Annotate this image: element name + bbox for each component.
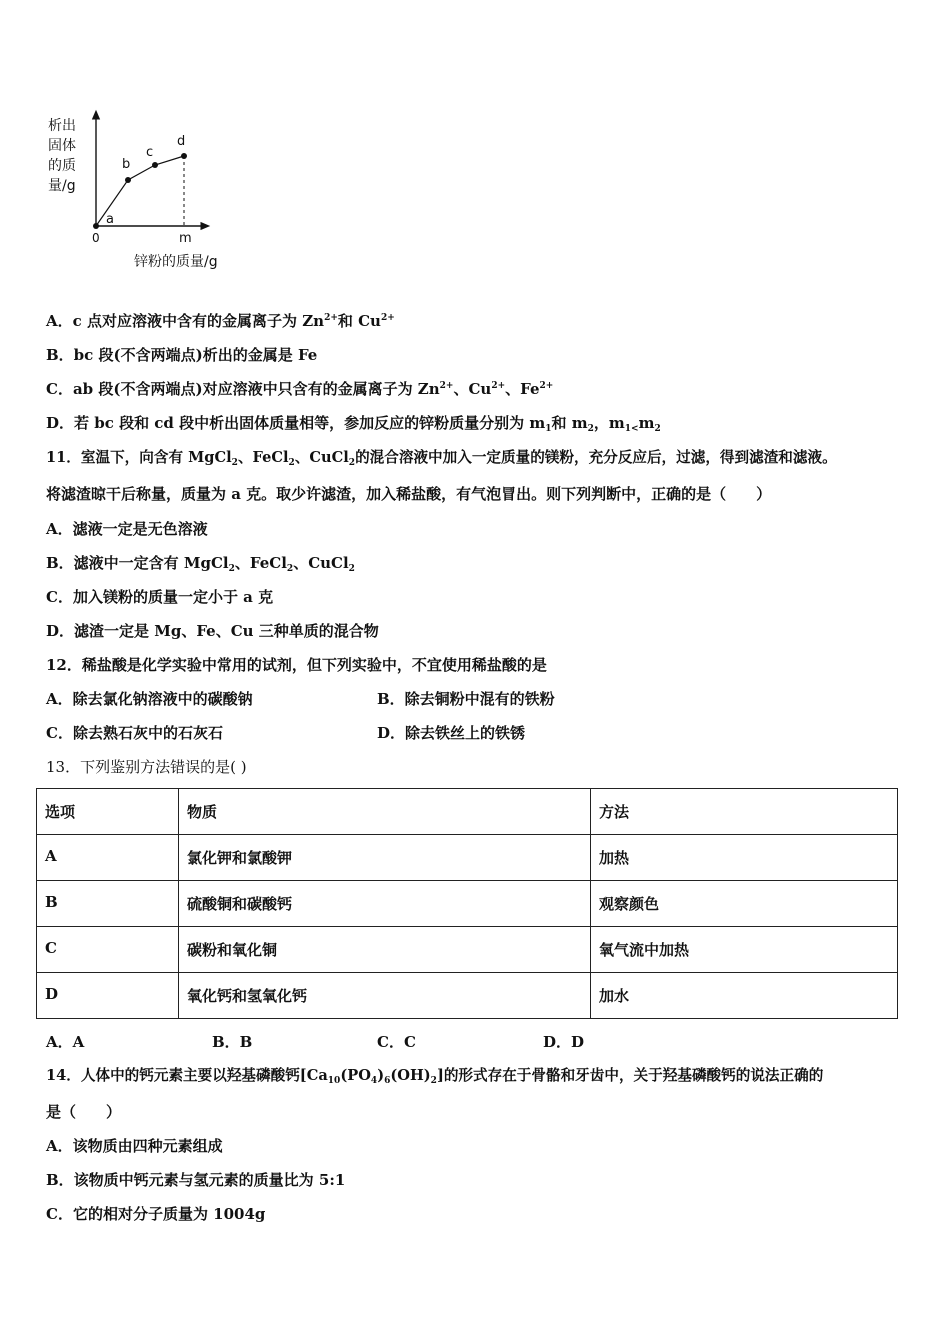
q14-option-c: C．它的相对分子质量为 1004g <box>46 1205 266 1223</box>
table-cell: 加水 <box>591 973 898 1019</box>
table-header-cell: 选项 <box>37 789 179 835</box>
point-b <box>125 177 131 183</box>
q10-option-a: A．c 点对应溶液中含有的金属离子为 $Zn^{2+}$和 $Cu^{2+}$ <box>46 312 395 330</box>
table-row <box>37 835 898 881</box>
table-header-cell: 方法 <box>591 789 898 835</box>
q14-stem-line1: 14．人体中的钙元素主要以羟基磷酸钙$[Ca_{10}(PO_4)_6(OH)_2]$的形式存在于骨骼和牙齿中，关于羟基磷酸钙的说法正确的 <box>46 1067 824 1086</box>
q13-table <box>36 788 898 1019</box>
q10-option-b: B．bc 段(不含两端点)析出的金属是 Fe <box>46 346 318 364</box>
table-cell: D <box>37 973 179 1019</box>
table-cell: 氧气流中加热 <box>591 927 898 973</box>
q10-option-d: D．若 bc 段和 cd 段中析出固体质量相等，参加反应的锌粉质量分别为 $m_1$和 $m_2$，$m_{1<}m_2$ <box>46 414 661 434</box>
table-row <box>37 927 898 973</box>
q10-option-c: C．ab 段(不含两端点)对应溶液中只含有的金属离子为 $Zn^{2+}$、$Cu^{2+}$、$Fe^{2+}$ <box>46 380 554 398</box>
q11-stem-line1: 11．室温下，向含有 MgCl$_2$、FeCl$_2$、CuCl$_2$的混合溶液中加入一定质量的镁粉，充分反应后，过滤，得到滤渣和滤液。 <box>46 449 837 468</box>
table-row <box>37 973 898 1019</box>
q12-option-c: C．除去熟石灰中的石灰石 <box>46 724 223 742</box>
zinc-mass-graph <box>40 108 250 280</box>
q13-option-b: B．B <box>212 1033 253 1051</box>
q11-option-a: A．滤液一定是无色溶液 <box>46 520 208 538</box>
table-header-cell: 物质 <box>179 789 591 835</box>
y-axis-label-3: 的质 <box>48 158 76 174</box>
table-cell: 硫酸铜和碳酸钙 <box>179 881 591 927</box>
q12-option-d: D．除去铁丝上的铁锈 <box>377 724 526 742</box>
table-cell: 氯化钾和氯酸钾 <box>179 835 591 881</box>
y-axis-label-4: 量/g <box>48 178 76 194</box>
q12-option-b: B．除去铜粉中混有的铁粉 <box>377 690 555 708</box>
origin-label: 0 <box>92 231 100 245</box>
table-cell: 加热 <box>591 835 898 881</box>
q11-option-d: D．滤渣一定是 Mg、Fe、Cu 三种单质的混合物 <box>46 622 379 640</box>
table-cell: A <box>37 835 179 881</box>
y-axis-label-1: 析出 <box>48 118 76 134</box>
q12-option-a: A．除去氯化钠溶液中的碳酸钠 <box>46 690 253 708</box>
q14-option-a: A．该物质由四种元素组成 <box>46 1137 223 1155</box>
q12-stem: 12．稀盐酸是化学实验中常用的试剂，但下列实验中，不宜使用稀盐酸的是 <box>46 656 547 674</box>
point-c <box>152 162 158 168</box>
table-cell: 氧化钙和氢氧化钙 <box>179 973 591 1019</box>
q13-stem: 13．下列鉴别方法错误的是( ) <box>46 758 247 776</box>
point-label-c: c <box>146 145 154 160</box>
table-cell: B <box>37 881 179 927</box>
point-label-b: b <box>122 157 131 172</box>
point-a <box>93 223 99 229</box>
table-cell: C <box>37 927 179 973</box>
point-label-d: d <box>177 134 186 149</box>
q13-option-d: D．D <box>543 1033 585 1051</box>
q11-option-c: C．加入镁粉的质量一定小于 a 克 <box>46 588 274 606</box>
y-axis-label-2: 固体 <box>48 138 76 154</box>
point-label-a: a <box>106 212 114 227</box>
table-cell: 碳粉和氧化铜 <box>179 927 591 973</box>
x-mark-label: m <box>179 231 192 246</box>
q13-option-a: A．A <box>46 1033 85 1051</box>
table-header-row <box>37 789 898 835</box>
point-d <box>181 153 187 159</box>
table-cell: 观察颜色 <box>591 881 898 927</box>
q14-option-b: B．该物质中钙元素与氢元素的质量比为 5:1 <box>46 1171 346 1189</box>
x-axis-label: 锌粉的质量/g <box>134 254 218 270</box>
q13-option-c: C．C <box>377 1033 416 1051</box>
q11-option-b: B．滤液中一定含有 MgCl$_2$、FeCl$_2$、CuCl$_2$ <box>46 554 355 574</box>
table-row <box>37 881 898 927</box>
q14-stem-line2: 是（ ） <box>46 1103 122 1121</box>
q11-stem-line2: 将滤渣晾干后称量，质量为 a 克。取少许滤渣，加入稀盐酸，有气泡冒出。则下列判断中，正确的是（ ） <box>46 485 772 503</box>
